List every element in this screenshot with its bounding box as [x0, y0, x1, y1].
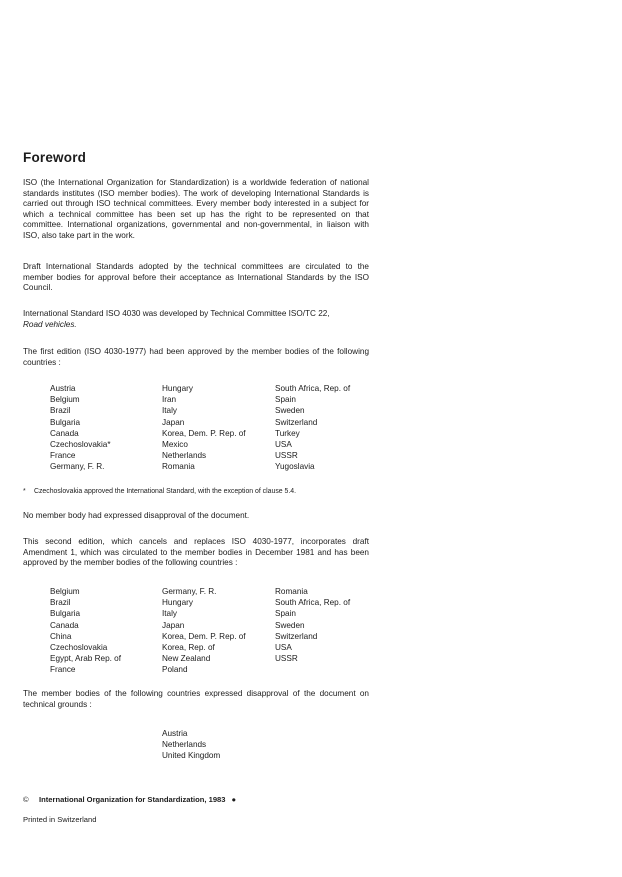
copyright-symbol: © — [23, 795, 29, 804]
country-name: Germany, F. R. — [162, 587, 217, 596]
country-name: Japan — [162, 417, 185, 427]
country-name: Romania — [275, 587, 308, 596]
first-edition-col-3 — [275, 383, 350, 473]
country-name: Sweden — [275, 406, 305, 416]
country-name: USA — [275, 643, 292, 653]
country-name: Korea, Dem. P. Rep. of — [162, 631, 246, 641]
committee-title: Road vehicles. — [23, 319, 77, 329]
country-name: Spain — [275, 395, 296, 405]
first-edition-col-2 — [162, 383, 246, 473]
country-name: South Africa, Rep. of — [275, 384, 351, 393]
second-edition-col-2 — [162, 586, 246, 676]
country-name: Canada — [50, 428, 79, 438]
country-name: Brazil — [50, 406, 71, 416]
country-name: China — [50, 631, 72, 641]
country-name: Belgium — [50, 395, 80, 405]
country-name: France — [50, 665, 76, 675]
paragraph-draft-standards: Draft International Standards adopted by the technical committees are circulated to the member bodies for approval before their acceptance as International Standards by the ISO Council. — [23, 262, 369, 293]
country-name: Bulgaria — [50, 417, 81, 427]
country-name: United Kingdom — [162, 751, 221, 761]
footnote-marker: * — [23, 488, 26, 495]
development-text: International Standard ISO 4030 was developed by Technical Committee ISO/TC 22, — [23, 309, 330, 318]
paragraph-iso-overview: ISO (the International Organization for Standardization) is a worldwide federation of national standards institutes (ISO member bodies). The work of developing International Standards is carried out through ISO technical committees. Every member body interested in a subject for which a technical committee has been set up has the right to be represented on that committee. International organizations, governmental and non-governmental, in liaison with ISO, also take part in the work. — [23, 178, 369, 240]
country-name: Spain — [275, 609, 296, 619]
country-name: Czechoslovakia — [50, 643, 108, 653]
second-edition-col-1 — [50, 586, 121, 676]
country-name: Korea, Dem. P. Rep. of — [162, 428, 246, 438]
country-name: Italy — [162, 609, 178, 619]
footnote — [23, 487, 296, 496]
paragraph-disapproval: The member bodies of the following countries expressed disapproval of the document on technical grounds : — [23, 689, 369, 709]
footnote-text: Czechoslovakia approved the International Standard, with the exception of clause 5.4. — [34, 488, 297, 495]
foreword-heading: Foreword — [23, 150, 87, 165]
country-name: Netherlands — [162, 740, 207, 750]
country-name: Bulgaria — [50, 609, 81, 619]
printed-in: Printed in Switzerland — [23, 815, 97, 824]
country-name: Hungary — [162, 384, 193, 393]
copyright-text: International Organization for Standardization, 1983 — [39, 795, 226, 804]
country-name: Mexico — [162, 440, 188, 450]
country-name: Switzerland — [275, 417, 318, 427]
paragraph-no-disapproval: No member body had expressed disapproval of the document. — [23, 511, 250, 520]
paragraph-development — [23, 309, 369, 330]
country-name: USA — [275, 440, 292, 450]
country-name: Sweden — [275, 620, 305, 630]
country-name: Romania — [162, 462, 195, 472]
bullet-icon: ● — [231, 795, 237, 804]
second-edition-col-3 — [275, 586, 350, 664]
country-name: Netherlands — [162, 451, 207, 461]
country-name: Korea, Rep. of — [162, 643, 215, 653]
country-name: Egypt, Arab Rep. of — [50, 654, 122, 664]
country-name: Czechoslovakia* — [50, 440, 111, 450]
country-name: Poland — [162, 665, 188, 675]
country-name: Germany, F. R. — [50, 462, 105, 472]
country-name: Italy — [162, 406, 178, 416]
country-name: Austria — [50, 384, 76, 393]
country-name: Yugoslavia — [275, 462, 315, 472]
country-name: USSR — [275, 451, 298, 461]
paragraph-first-edition: The first edition (ISO 4030-1977) had been approved by the member bodies of the following countries : — [23, 347, 369, 367]
country-name: Japan — [162, 620, 185, 630]
copyright-line — [23, 795, 236, 804]
country-name: Iran — [162, 395, 177, 405]
disapproval-col — [162, 728, 220, 762]
country-name: Belgium — [50, 587, 80, 596]
paragraph-second-edition: This second edition, which cancels and replaces ISO 4030-1977, incorporates draft Amendment 1, which was circulated to the member bodies in December 1981 and has been approved by the member bodies of the following countries : — [23, 537, 369, 568]
country-name: New Zealand — [162, 654, 211, 664]
country-name: Switzerland — [275, 631, 318, 641]
country-name: USSR — [275, 654, 298, 664]
country-name: France — [50, 451, 76, 461]
first-edition-col-1 — [50, 383, 111, 473]
country-name: Brazil — [50, 598, 71, 608]
country-name: Austria — [162, 729, 188, 738]
country-name: Hungary — [162, 598, 193, 608]
country-name: South Africa, Rep. of — [275, 598, 351, 608]
country-name: Turkey — [275, 428, 300, 438]
country-name: Canada — [50, 620, 79, 630]
